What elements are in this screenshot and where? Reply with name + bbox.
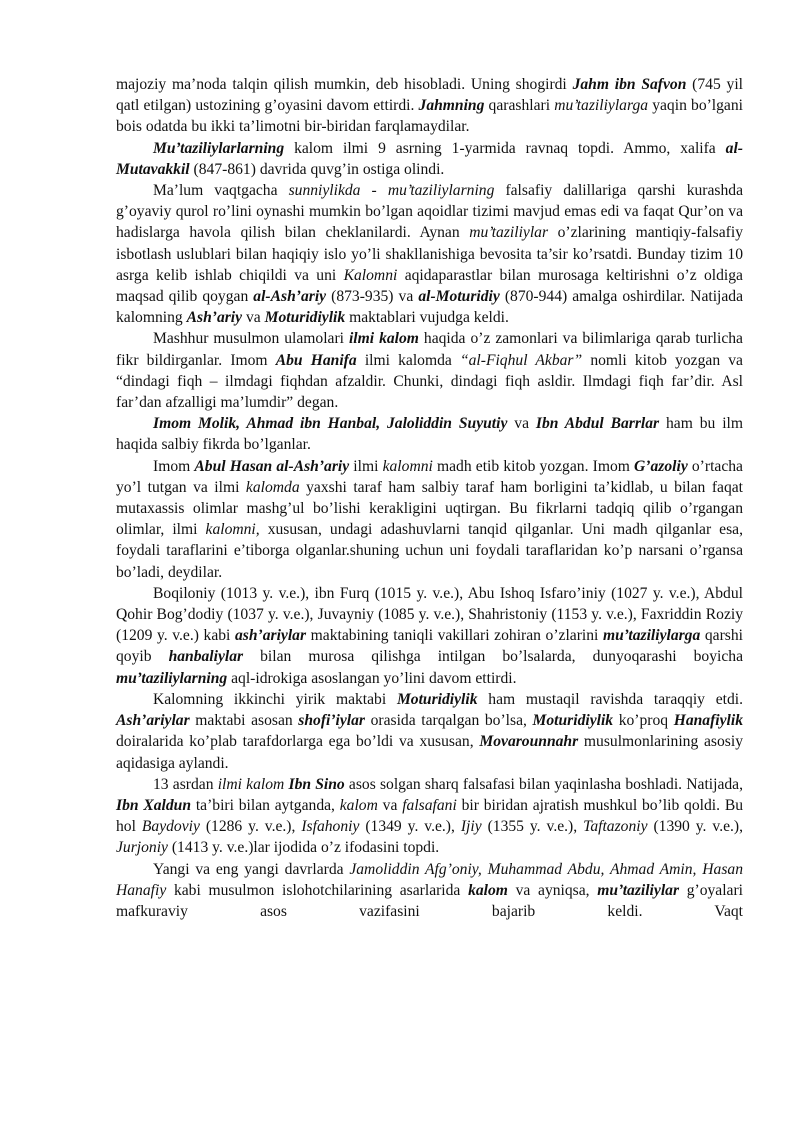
emphasized-term: kalomni, (205, 521, 260, 539)
emphasized-term: Taftazoniy (583, 818, 648, 836)
text-run: ilmi kalomda (356, 351, 460, 369)
emphasized-term: shofi’iylar (298, 712, 366, 730)
emphasized-term: Ash’ariylar (116, 712, 190, 730)
emphasized-term: Ibn Abdul Barrlar (535, 415, 660, 433)
text-run: madh etib kitob yozgan. Imom (432, 457, 635, 475)
text-run: bilan murosa qilishga intilgan bo’lsalarda, dunyoqarashi boyicha (243, 648, 743, 666)
text-run: Mashhur musulmon ulamolari (153, 330, 349, 348)
text-run: va (377, 796, 403, 814)
emphasized-term: mu’taziliylarga (602, 627, 701, 645)
text-run: asos solgan sharq falsafasi bilan yaqinlasha boshladi. Natijada, (344, 775, 743, 793)
emphasized-term: falsafani (402, 796, 457, 814)
emphasized-term: Movarounnahr (479, 733, 579, 751)
emphasized-term: mu’taziliylarning (116, 669, 228, 687)
emphasized-term: kalom (468, 881, 508, 899)
emphasized-term: “al-Fiqhul Akbar” (459, 351, 583, 369)
paragraph (116, 583, 743, 689)
emphasized-term: Moturidiylik (396, 690, 478, 708)
text-run: g’oyalari mafkuraviy asos vazifasini bajarib keldi. Vaqt (116, 881, 743, 920)
text-run: Boqiloniy (1013 y. v.e.), ibn Furq (1015 y. v.e.), Abu Ishoq Isfaro’iniy (1027 y. v.e.), Abdul Qohir Bog’dodiy (1037 y. v.e.), Juvayniy (1085 y. v.e.), Shahristoniy (1153 y. v.e.), Faxriddin Roziy (1209 y. v.e.) kabi (116, 584, 743, 645)
text-run: (745 yil qatl etilgan) ustozining g’oyasini davom ettirdi. (116, 76, 743, 115)
emphasized-term: kalom (339, 796, 378, 814)
paragraph (116, 328, 743, 413)
text-run: orasida tarqalgan bo’lsa, (365, 712, 533, 730)
paragraph (116, 859, 743, 923)
text-run: Kalomning ikkinchi yirik maktabi (153, 690, 397, 708)
emphasized-term: sunniylikda (288, 182, 361, 200)
emphasized-term: al-Ash’ariy (253, 288, 327, 306)
text-run: (873-935) va (326, 288, 419, 306)
emphasized-term: Ijiy (460, 818, 482, 836)
text-run: (1355 y. v.e.), (481, 818, 584, 836)
emphasized-term: Mu’taziliylarlarning (153, 139, 285, 157)
text-run: (1390 y. v.e.), (647, 818, 744, 836)
text-run: kalom ilmi 9 asrning 1-yarmida ravnaq topdi. Ammo, xalifa (284, 139, 726, 157)
text-run: va ayniqsa, (507, 881, 598, 899)
text-run: ham mustaqil ravishda taraqqiy etdi. (477, 690, 744, 708)
text-run: musulmonlarining asosiy aqidasiga aylandi. (116, 733, 743, 772)
text-run: maktablari vujudga keldi. (345, 309, 509, 327)
text-run: (1413 y. v.e.)lar ijodida o’z ifodasini topdi. (167, 839, 440, 857)
text-run: xususan, undagi adashuvlarni tanqid qilganlar. Uni madh qilganlar esa, foydali taraflarini e’tiborga olganlar.shuning uchun uni foydali taraflaridan ko’p narsani o’rgansa bo’ladi, deydilar. (116, 521, 743, 581)
text-run: Imom (153, 457, 195, 475)
text-run: nomli kitob yozgan va “dindagi fiqh – ilmdagi fiqhdan afzaldir. Chunki, dindagi fiqh asldir. Ilmdagi fiqh far’dir. Asl far’dan afzalligi ma’lumdir” degan. (116, 351, 743, 412)
emphasized-term: Imom Molik, Ahmad ibn Hanbal, Jaloliddin Suyutiy (153, 415, 508, 433)
paragraph (116, 774, 743, 859)
emphasized-term: ilmi kalom (348, 330, 419, 348)
text-run: yaqin bo’lgani bois odatda bu ikki ta’limotni bir-biridan farqlamaydilar. (116, 97, 743, 136)
emphasized-term: Abu Hanifa (275, 351, 357, 369)
emphasized-term: kalomni (382, 457, 433, 475)
text-run: ta’biri bilan aytganda, (191, 796, 340, 814)
emphasized-term: ilmi kalom (217, 775, 285, 793)
paragraph (116, 138, 743, 180)
text-run: (870-944) amalga oshirdilar. Natijada kalomning (116, 288, 743, 327)
paragraph (116, 456, 743, 583)
text-run: maktabining taniqli vakillari zohiran o’zlarini (306, 627, 603, 645)
text-run: kabi musulmon islohotchilarining asarlarida (166, 881, 469, 899)
emphasized-term: Jahm ibn Safvon (572, 76, 687, 93)
paragraph (116, 689, 743, 774)
emphasized-term: mu’taziliylarning (387, 182, 495, 200)
text-run: haqida o’z zamonlari va bilimlariga qarab turlicha fikr bildirganlar. Imom (116, 330, 743, 369)
text-run: aqidaparastlar bilan murosaga keltirishni o’z oldiga maqsad qilib qoygan (116, 266, 743, 306)
text-run: va (242, 309, 265, 327)
paragraph (116, 180, 743, 328)
paragraph (116, 413, 743, 455)
emphasized-term: Baydoviy (141, 818, 200, 836)
text-run: ham bu ilm haqida salbiy fikrda bo’lganlar. (116, 415, 743, 454)
emphasized-term: Jamoliddin Afg’oniy, Muhammad Abdu, Ahmad Amin, Hasan Hanafiy (116, 860, 743, 899)
emphasized-term: Kalomni (343, 266, 398, 284)
emphasized-term: mu’taziliylar (597, 881, 680, 899)
emphasized-term: kalomda (245, 478, 300, 496)
emphasized-term: Moturidiylik (532, 712, 614, 730)
text-run: doiralarida ko’plab tarafdorlarga ega bo’ldi va xususan, (116, 733, 480, 751)
emphasized-term: Ibn Sino (288, 775, 345, 793)
text-run: ilmi (349, 457, 383, 475)
emphasized-term: Jurjoniy (116, 839, 168, 857)
text-run: Ma’lum vaqtgacha (153, 182, 289, 200)
text-run: falsafiy dalillariga qarshi kurashda g’oyaviy qurol ro’lini oynashi mumkin bo’lgan aqoidlar tizimi mavjud emas edi va faqat Qur’on va hadislarga havola qilish bilan cheklanilardi. Aynan (116, 182, 743, 242)
emphasized-term: Jahmning (418, 97, 485, 115)
text-run: va (507, 415, 536, 433)
text-run: o’zlarining mantiqiy-falsafiy isbotlash uslublari bilan haqiqiy islo yo’li shakllanishiga bevosita ta’sir ko’rsatdi. Bunday tizim 10 asrga kelib ishlab chiqildi va uni (116, 224, 743, 284)
text-run: majoziy ma’noda talqin qilish mumkin, deb hisobladi. Uning shogirdi (116, 76, 573, 93)
emphasized-term: Ibn Xaldun (116, 796, 192, 814)
text-run: (1349 y. v.e.), (359, 818, 461, 836)
emphasized-term: al-Mutavakkil (116, 139, 743, 178)
emphasized-term: G’azoliy (634, 457, 688, 475)
emphasized-term: Moturidiylik (264, 309, 346, 327)
emphasized-term: Hanafiylik (673, 712, 743, 730)
text-run: maktabi asosan (189, 712, 299, 730)
emphasized-term: al-Moturidiy (418, 288, 500, 306)
paragraph (116, 74, 743, 138)
text-run: o’rtacha yo’l tutgan va ilmi (116, 457, 743, 496)
emphasized-term: mu’taziliylar (469, 224, 549, 242)
emphasized-term: Isfahoniy (301, 818, 360, 836)
emphasized-term: hanbaliylar (168, 648, 244, 666)
emphasized-term: Ash’ariy (186, 309, 243, 327)
emphasized-term: mu’taziliylarga (554, 97, 649, 115)
text-run: 13 asrdan (153, 775, 218, 793)
emphasized-term: ash’ariylar (234, 627, 307, 645)
document-page (116, 74, 743, 922)
text-run: aql-idrokiga asoslangan yo’lini davom ettirdi. (227, 669, 517, 687)
text-run: qarashlari (484, 97, 555, 115)
text-run: (847-861) davrida quvg’in ostiga olindi. (189, 160, 445, 178)
text-run: - (360, 182, 388, 200)
text-run: ko’proq (613, 712, 674, 730)
text-run: qarshi qoyib (116, 627, 743, 666)
text-run: (1286 y. v.e.), (199, 818, 302, 836)
text-run: bir biridan ajratish mushkul bo’lib qoldi. Bu hol (116, 796, 744, 836)
text-run: yaxshi taraf ham salbiy taraf ham borligini ta’kidlab, u bilan faqat mutaxassis olimlar mashg’ul bo’lishi kerakligini uqtirgan. Bu fikrlarni tadqiq qilib o’rgangan olimlar, ilmi (116, 478, 743, 539)
emphasized-term: Abul Hasan al-Ash’ariy (194, 457, 350, 475)
text-run: Yangi va eng yangi davrlarda (153, 860, 350, 878)
